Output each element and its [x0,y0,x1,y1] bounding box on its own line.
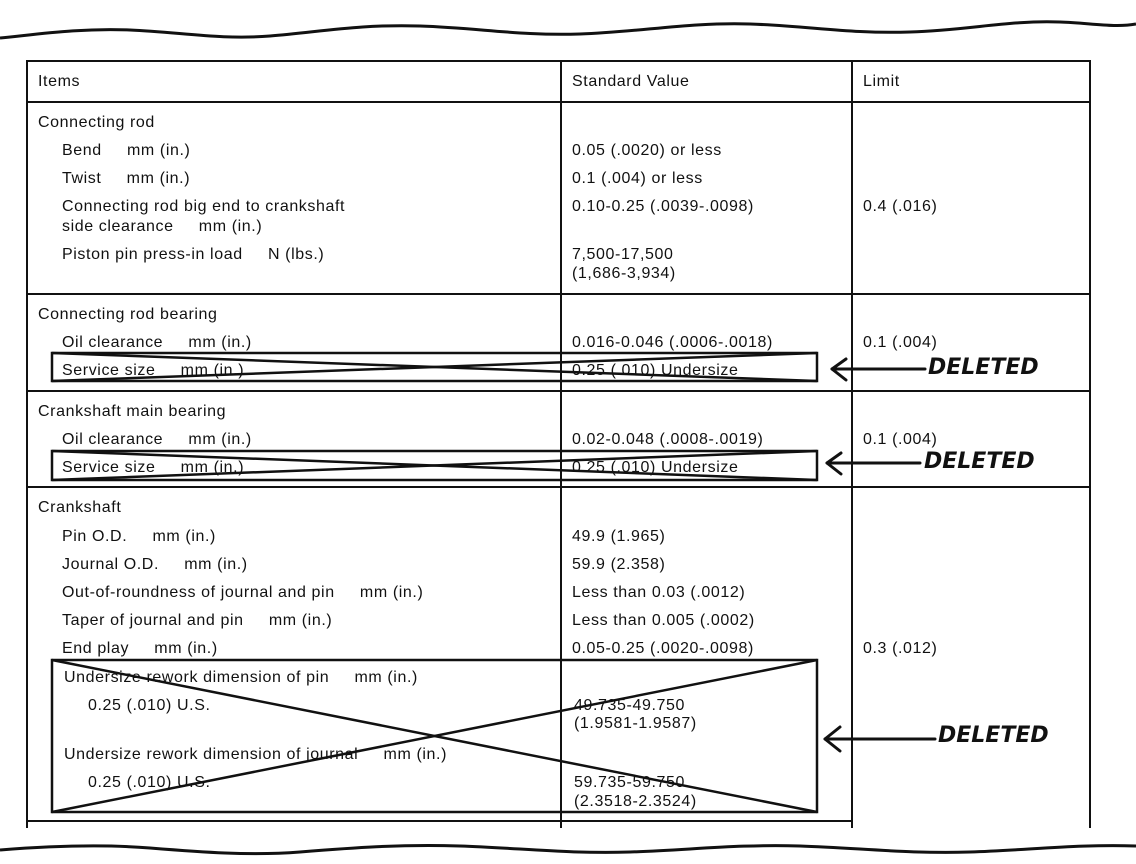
main-bearing-service-size-item: Service size mm (in.) [62,459,245,476]
arrow-2-head [827,453,841,474]
undersize-pin-sub: 0.25 (.010) U.S. [88,697,211,714]
deleted-label-2: DELETED [924,449,1035,474]
main-bearing-oil-clearance-value: 0.02-0.048 (.0008-.0019) [572,431,764,448]
header-limit: Limit [863,73,900,90]
header-items: Items [38,73,81,90]
table-border-left [26,60,28,828]
section-divider-2 [26,390,1091,392]
end-play-item: End play mm (in.) [62,640,218,657]
rod-bearing-oil-clearance-item: Oil clearance mm (in.) [62,334,252,351]
bend-value: 0.05 (.0020) or less [572,142,722,159]
undersize-pin-item: Undersize rework dimension of pin mm (in.) [64,669,418,686]
undersize-journal-value-line2: (2.3518-2.3524) [574,793,697,810]
undersize-pin-value-line2: (1.9581-1.9587) [574,715,697,732]
rod-bearing-service-size-item: Service size mm (in.) [62,362,245,379]
press-in-item: Piston pin press-in load N (lbs.) [62,246,325,263]
out-of-roundness-item: Out-of-roundness of journal and pin mm (in.) [62,584,424,601]
header-standard-value: Standard Value [572,73,690,90]
undersize-pin-value-line1: 49.735-49.750 [574,697,686,714]
side-clearance-item-line1: Connecting rod big end to crankshaft [62,198,346,215]
end-play-value: 0.05-0.25 (.0020-.0098) [572,640,754,657]
press-in-value-line1: 7,500-17,500 [572,246,674,263]
taper-item: Taper of journal and pin mm (in.) [62,612,333,629]
column-divider-1 [560,60,562,828]
journal-od-item: Journal O.D. mm (in.) [62,556,248,573]
twist-value: 0.1 (.004) or less [572,170,703,187]
main-bearing-oil-clearance-limit: 0.1 (.004) [863,431,938,448]
side-clearance-value: 0.10-0.25 (.0039-.0098) [572,198,754,215]
rod-bearing-service-size-value: 0.25 (.010) Undersize [572,362,739,379]
pin-od-value: 49.9 (1.965) [572,528,666,545]
taper-value: Less than 0.005 (.0002) [572,612,755,629]
section-title-crankshaft: Crankshaft [38,499,122,516]
side-clearance-item-line2: side clearance mm (in.) [62,218,263,235]
press-in-value-line2: (1,686-3,934) [572,265,676,282]
section-title-crankshaft-main-bearing: Crankshaft main bearing [38,403,227,420]
side-clearance-limit: 0.4 (.016) [863,198,938,215]
rod-bearing-oil-clearance-limit: 0.1 (.004) [863,334,938,351]
deleted-label-1: DELETED [928,355,1039,380]
bottom-wavy-edge [0,832,1136,864]
section-title-connecting-rod: Connecting rod [38,114,155,131]
arrow-1-head [832,359,846,380]
journal-od-value: 59.9 (2.358) [572,556,666,573]
undersize-journal-value-line1: 59.735-59.750 [574,774,686,791]
twist-item: Twist mm (in.) [62,170,191,187]
rod-bearing-oil-clearance-value: 0.016-0.046 (.0006-.0018) [572,334,773,351]
out-of-roundness-value: Less than 0.03 (.0012) [572,584,746,601]
table-border-right [1089,60,1091,828]
undersize-journal-sub: 0.25 (.010) U.S. [88,774,211,791]
deleted-label-3: DELETED [938,723,1049,748]
table-border-top [26,60,1091,62]
section-divider-3 [26,486,1091,488]
bend-item: Bend mm (in.) [62,142,191,159]
pin-od-item: Pin O.D. mm (in.) [62,528,216,545]
top-wavy-edge [0,10,1136,50]
end-play-limit: 0.3 (.012) [863,640,938,657]
main-bearing-service-size-value: 0.25 (.010) Undersize [572,459,739,476]
main-bearing-oil-clearance-item: Oil clearance mm (in.) [62,431,252,448]
arrow-3-head [825,727,840,751]
table-bottom-line [26,820,852,822]
column-divider-2 [851,60,853,828]
header-divider [26,101,1091,103]
section-title-connecting-rod-bearing: Connecting rod bearing [38,306,218,323]
undersize-journal-item: Undersize rework dimension of journal mm (in.) [64,746,448,763]
section-divider-1 [26,293,1091,295]
